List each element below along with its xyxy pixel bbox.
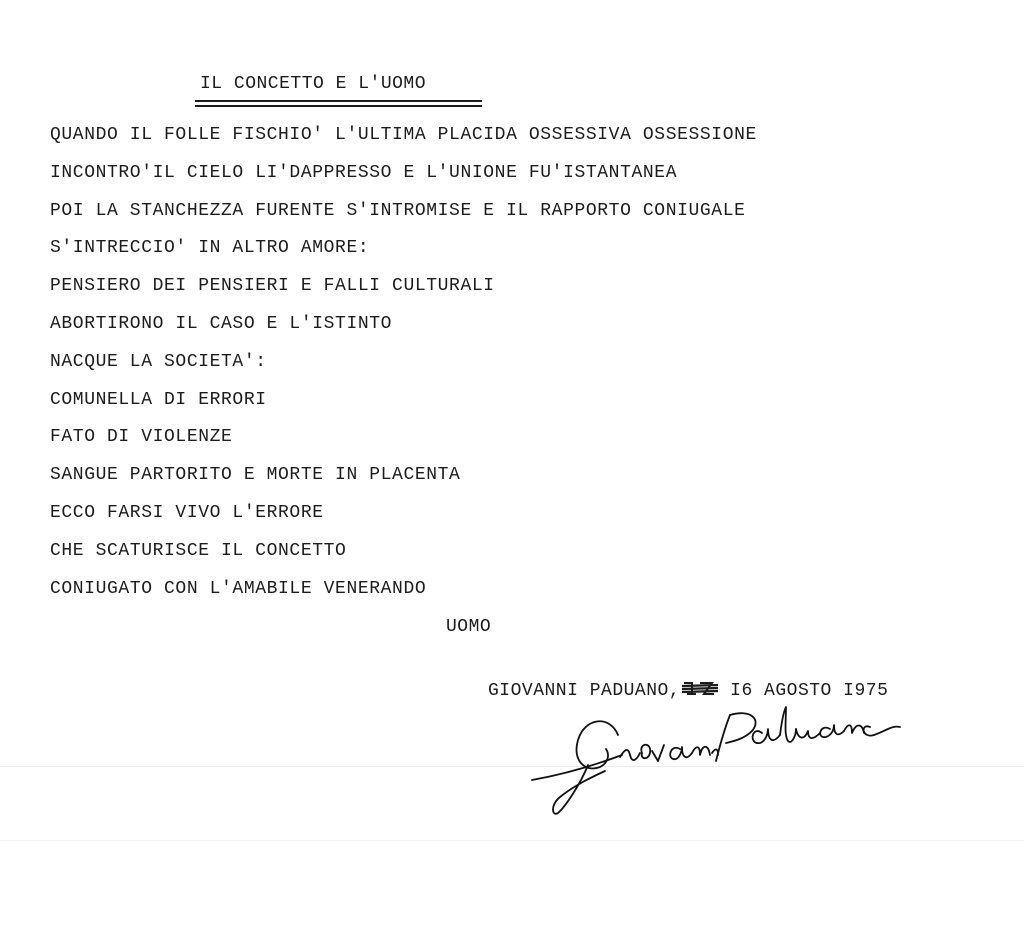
poem-line: ABORTIRONO IL CASO E L'ISTINTO [50,313,393,334]
poem-line: S'INTRECCIO' IN ALTRO AMORE: [50,238,370,259]
author-name: GIOVANNI PADUANO, [488,681,681,701]
paper-fold-line [0,840,1024,841]
title-underline [195,100,482,102]
poem-line: SANGUE PARTORITO E MORTE IN PLACENTA [50,465,461,486]
poem-line: NACQUE LA SOCIETA': [50,351,267,372]
poem-line: POI LA STANCHEZZA FURENTE S'INTROMISE E IL RAPPORTO CONIUGALE [50,200,746,221]
poem-final-word: UOMO [446,617,492,637]
poem-line: CHE SCATURISCE IL CONCETTO [50,540,347,561]
poem-line: ECCO FARSI VIVO L'ERRORE [50,502,324,523]
poem-line: PENSIERO DEI PENSIERI E FALLI CULTURALI [50,276,495,297]
title-underline [195,105,482,107]
poem-line: CONIUGATO CON L'AMABILE VENERANDO [50,578,427,599]
poem-body [50,117,757,608]
poem-line: COMUNELLA DI ERRORI [50,389,267,410]
poem-line: QUANDO IL FOLLE FISCHIO' L'ULTIMA PLACIDA OSSESSIVA OSSESSIONE [50,125,757,145]
poem-line: FATO DI VIOLENZE [50,427,233,448]
poem-line: INCONTRO'IL CIELO LI'DAPPRESSO E L'UNIONE FU'ISTANTANEA [50,162,678,183]
poem-title: IL CONCETTO E L'UOMO [200,74,427,94]
author-date-line [488,680,888,701]
handwritten-signature [530,705,910,820]
struck-out-characters [682,680,718,696]
document-date: I6 AGOSTO I975 [730,681,889,701]
